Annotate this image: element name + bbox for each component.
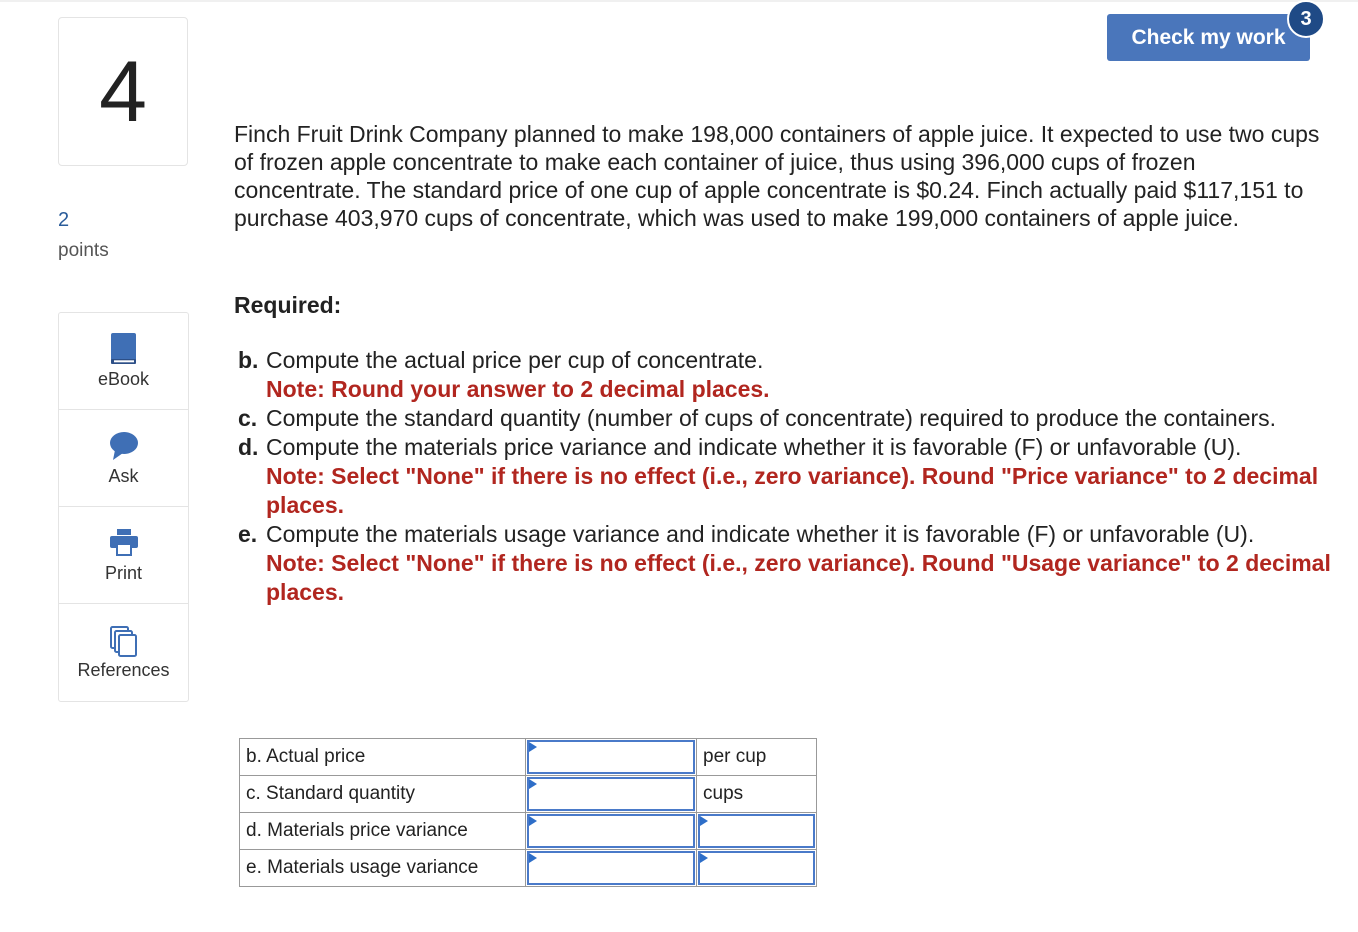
requirement-e [238,520,1338,607]
table-row [240,850,817,887]
check-my-work-button[interactable]: Check my work [1107,14,1310,61]
select-marker-icon [700,816,708,826]
tool-references-label: References [77,660,170,680]
requirements-list [238,346,1338,607]
copy-icon [109,623,139,657]
usage-variance-input[interactable] [527,851,695,885]
tool-ask-label: Ask [108,466,139,486]
table-row [240,813,817,850]
requirement-note: Note: Round your answer to 2 decimal places. [266,376,770,402]
answer-cell [526,776,697,813]
requirement-b [238,346,1338,404]
requirement-note: Note: Select "None" if there is no effect (i.e., zero variance). Round "Usage variance" to 2 decimal places. [266,550,1331,605]
tool-references[interactable] [59,604,188,701]
points-label: points [58,240,109,261]
input-marker-icon [529,853,537,863]
select-marker-icon [700,853,708,863]
printer-icon [109,526,139,560]
standard-quantity-input[interactable] [527,777,695,811]
requirement-note: Note: Select "None" if there is no effect (i.e., zero variance). Round "Price variance" to 2 decimal places. [266,463,1319,518]
question-number-card [58,17,188,166]
requirement-letter: d. [238,434,259,460]
tool-print-label: Print [104,563,142,583]
tool-ebook-label: eBook [97,369,150,389]
requirement-letter: e. [238,521,258,547]
tools-sidebar [58,312,189,702]
requirement-text: Compute the actual price per cup of concentrate. [266,347,764,373]
usage-variance-effect-select[interactable] [698,851,815,885]
answer-cell [526,850,697,887]
unit-label: per cup [697,739,817,776]
tool-ask[interactable] [59,410,188,507]
speech-bubble-icon [109,429,139,463]
requirement-c [238,404,1338,433]
answer-cell [526,739,697,776]
requirement-text: Compute the materials price variance and indicate whether it is favorable (F) or unfavorable (U). [266,434,1242,460]
tool-print[interactable] [59,507,188,604]
top-border [0,0,1358,2]
requirement-text: Compute the standard quantity (number of cups of concentrate) required to produce the containers. [266,405,1277,431]
answer-table [239,738,817,887]
actual-price-input[interactable] [527,740,695,774]
row-label: b. Actual price [240,739,526,776]
question-number: 4 [99,44,147,140]
price-variance-effect-select[interactable] [698,814,815,848]
table-row [240,739,817,776]
unit-label: cups [697,776,817,813]
requirement-text: Compute the materials usage variance and indicate whether it is favorable (F) or unfavorable (U). [266,521,1255,547]
row-label: e. Materials usage variance [240,850,526,887]
requirement-d [238,433,1338,520]
input-marker-icon [529,742,537,752]
unit-cell [697,813,817,850]
input-marker-icon [529,816,537,826]
requirement-letter: c. [238,405,258,431]
requirement-letter: b. [238,347,259,373]
table-row [240,776,817,813]
book-icon [109,332,139,366]
price-variance-input[interactable] [527,814,695,848]
required-heading: Required: [234,292,342,318]
question-text: Finch Fruit Drink Company planned to make 198,000 containers of apple juice. It expected to use two cups of frozen apple concentrate to make each container of juice, thus using 396,000 cups of frozen concentrate. The standard price of one cup of apple concentrate is $0.24. Finch actually paid $117,151 to purchase 403,970 cups of concentrate, which was used to make 199,000 containers of apple juice. [234,121,1320,231]
row-label: c. Standard quantity [240,776,526,813]
answer-cell [526,813,697,850]
points-value: 2 [58,209,70,231]
input-marker-icon [529,779,537,789]
tool-ebook[interactable] [59,313,188,410]
unit-cell [697,850,817,887]
row-label: d. Materials price variance [240,813,526,850]
attempts-badge: 3 [1287,0,1325,38]
